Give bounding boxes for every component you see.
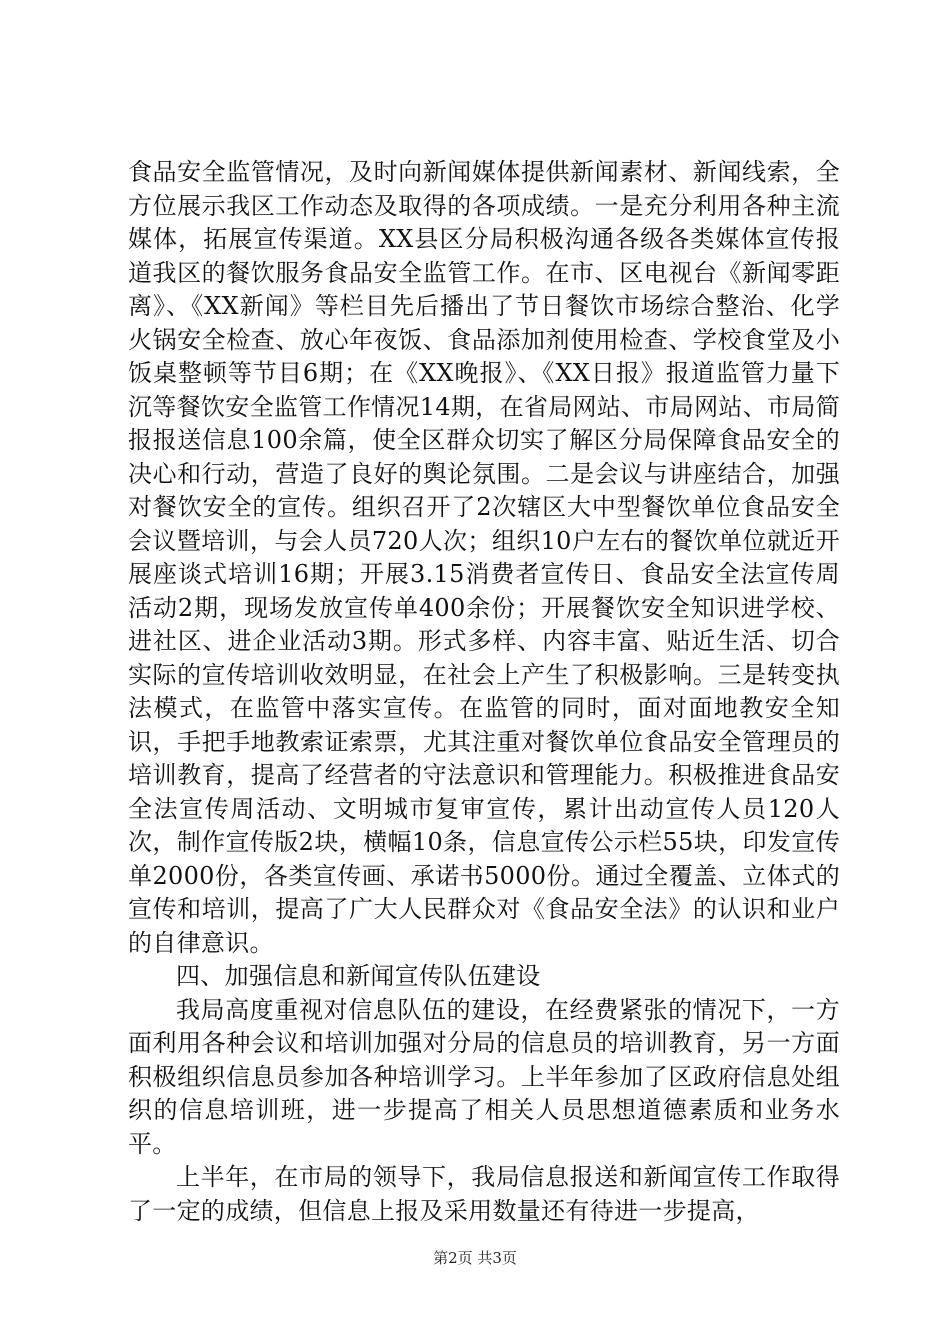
document-body — [128, 156, 840, 1228]
paragraph-summary: 上半年，在市局的领导下，我局信息报送和新闻宣传工作取得了一定的成绩，但信息上报及采用数量还有待进一步提高， — [128, 1163, 840, 1225]
section-heading: 四、加强信息和新闻宣传队伍建设 — [176, 962, 541, 990]
page-footer: 第2页 共3页 — [433, 1249, 517, 1267]
paragraph-continuation: 食品安全监管情况，及时向新闻媒体提供新闻素材、新闻线索，全方位展示我区工作动态及取得的各项成绩。一是充分利用各种主流媒体，拓展宣传渠道。XX县区分局积极沟通各级各类媒体宣传报道我区的餐饮服务食品安全监管工作。在市、区电视台《新闻零距离》、《XX新闻》等栏目先后播出了节日餐饮市场综合整治、化学火锅安全检查、放心年夜饭、食品添加剂使用检查、学校食堂及小饭桌整顿等节目6期；在《XX晚报》、《XX日报》报道监管力量下沉等餐饮安全监管工作情况14期，在省局网站、市局网站、市局简报报送信息100余篇，使全区群众切实了解区分局保障食品安全的决心和行动，营造了良好的舆论氛围。二是会议与讲座结合，加强对餐饮安全的宣传。组织召开了2次辖区大中型餐饮单位食品安全会议暨培训，与会人员720人次；组织10户左右的餐饮单位就近开展座谈式培训16期；开展3.15消费者宣传日、食品安全法宣传周活动2期，现场发放宣传单400余份；开展餐饮安全知识进学校、进社区、进企业活动3期。形式多样、内容丰富、贴近生活、切合实际的宣传培训收效明显，在社会上产生了积极影响。三是转变执法模式，在监管中落实宣传。在监管的同时，面对面地教安全知识，手把手地教索证索票，尤其注重对餐饮单位食品安全管理员的培训教育，提高了经营者的守法意识和管理能力。积极推进食品安全法宣传周活动、文明城市复审宣传，累计出动宣传人员120人次，制作宣传版2块，横幅10条，信息宣传公示栏55块，印发宣传单2000份，各类宣传画、承诺书5000份。通过全覆盖、立体式的宣传和培训，提高了广大人民群众对《食品安全法》的认识和业户的自律意识。 — [128, 158, 840, 957]
paragraph-team-building: 我局高度重视对信息队伍的建设，在经费紧张的情况下，一方面利用各种会议和培训加强对分局的信息员的培训教育，另一方面积极组织信息员参加各种培训学习。上半年参加了区政府信息处组织的信息培训班，进一步提高了相关人员思想道德素质和业务水平。 — [128, 995, 840, 1158]
